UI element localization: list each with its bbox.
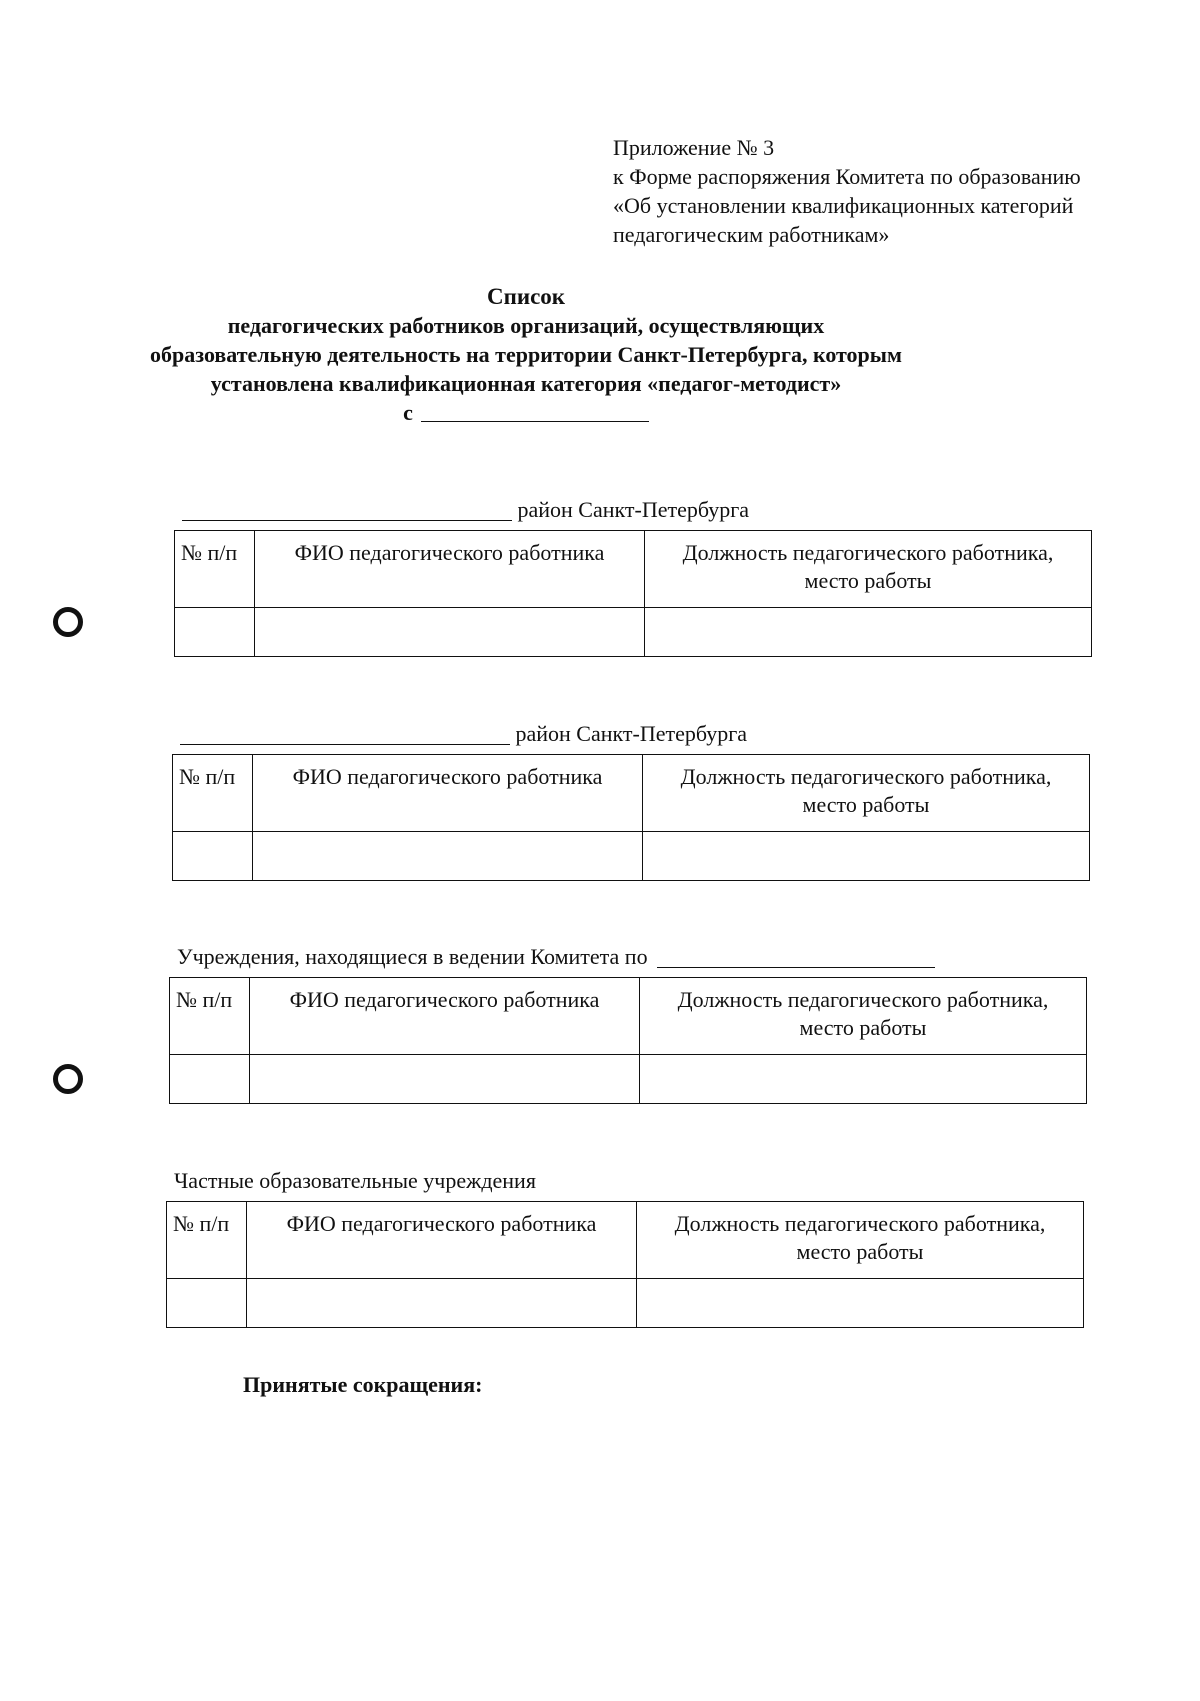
- section-caption-text: Частные образовательные учреждения: [174, 1168, 536, 1193]
- district-name-blank[interactable]: [180, 724, 510, 745]
- cell-fio[interactable]: [250, 1055, 640, 1104]
- abbreviations-heading: Принятые сокращения:: [243, 1372, 483, 1397]
- effective-date-blank[interactable]: [421, 401, 649, 422]
- header-num: № п/п: [170, 978, 250, 1055]
- header-num: № п/п: [175, 531, 255, 608]
- title-line-1: педагогических работников организаций, осуществляющих: [227, 313, 825, 338]
- staff-table: [172, 754, 1090, 881]
- cell-fio[interactable]: [247, 1279, 637, 1328]
- cell-position[interactable]: [643, 832, 1090, 881]
- staff-table: [169, 977, 1087, 1104]
- staff-table: [166, 1201, 1084, 1328]
- header-position: Должность педагогического работника, место работы: [643, 755, 1090, 832]
- header-fio: ФИО педагогического работника: [253, 755, 643, 832]
- cell-fio[interactable]: [253, 832, 643, 881]
- header-fio: ФИО педагогического работника: [250, 978, 640, 1055]
- binder-hole-bottom: [53, 1064, 83, 1094]
- table-row: [173, 832, 1090, 881]
- section-caption-text: район Санкт-Петербурга: [515, 721, 748, 746]
- appendix-order-title-cont: педагогическим работникам»: [613, 222, 890, 247]
- section-private: [166, 1167, 1084, 1328]
- header-fio: ФИО педагогического работника: [247, 1202, 637, 1279]
- appendix-order-title: «Об установлении квалификационных категорий: [613, 193, 1074, 218]
- header-position: Должность педагогического работника, место работы: [640, 978, 1087, 1055]
- appendix-header: [613, 133, 1173, 249]
- section-caption: [182, 496, 1092, 530]
- header-num: № п/п: [173, 755, 253, 832]
- section-caption: [177, 943, 1087, 977]
- cell-fio[interactable]: [255, 608, 645, 657]
- section-district-2: [172, 720, 1090, 881]
- title-line-2: образовательную деятельность на территории Санкт-Петербурга, которым: [150, 342, 902, 367]
- table-row: [167, 1279, 1084, 1328]
- table-header-row: [175, 531, 1092, 608]
- title-line-3: установлена квалификационная категория «педагог-методист»: [210, 371, 842, 396]
- header-position: Должность педагогического работника, место работы: [645, 531, 1092, 608]
- district-name-blank[interactable]: [182, 500, 512, 521]
- header-num: № п/п: [167, 1202, 247, 1279]
- section-caption: [174, 1167, 1084, 1201]
- section-caption-text: Учреждения, находящиеся в ведении Комитета по: [177, 944, 648, 969]
- staff-table: [174, 530, 1092, 657]
- header-fio: ФИО педагогического работника: [255, 531, 645, 608]
- section-district-1: [174, 496, 1092, 657]
- appendix-reference: к Форме распоряжения Комитета по образованию: [613, 164, 1081, 189]
- table-header-row: [167, 1202, 1084, 1279]
- cell-num[interactable]: [173, 832, 253, 881]
- cell-position[interactable]: [645, 608, 1092, 657]
- committee-name-blank[interactable]: [657, 947, 935, 968]
- header-position: Должность педагогического работника, место работы: [637, 1202, 1084, 1279]
- cell-position[interactable]: [640, 1055, 1087, 1104]
- section-caption: [180, 720, 1090, 754]
- section-committee: [169, 943, 1087, 1104]
- document-title: [0, 282, 1064, 427]
- title-heading: Список: [486, 284, 566, 309]
- effective-date-prefix: с: [403, 400, 413, 425]
- section-caption-text: район Санкт-Петербурга: [517, 497, 750, 522]
- effective-date-line: [0, 398, 1064, 427]
- table-row: [170, 1055, 1087, 1104]
- appendix-number: Приложение № 3: [613, 135, 775, 160]
- table-header-row: [170, 978, 1087, 1055]
- cell-num[interactable]: [175, 608, 255, 657]
- cell-position[interactable]: [637, 1279, 1084, 1328]
- table-header-row: [173, 755, 1090, 832]
- table-row: [175, 608, 1092, 657]
- binder-hole-top: [53, 607, 83, 637]
- cell-num[interactable]: [167, 1279, 247, 1328]
- cell-num[interactable]: [170, 1055, 250, 1104]
